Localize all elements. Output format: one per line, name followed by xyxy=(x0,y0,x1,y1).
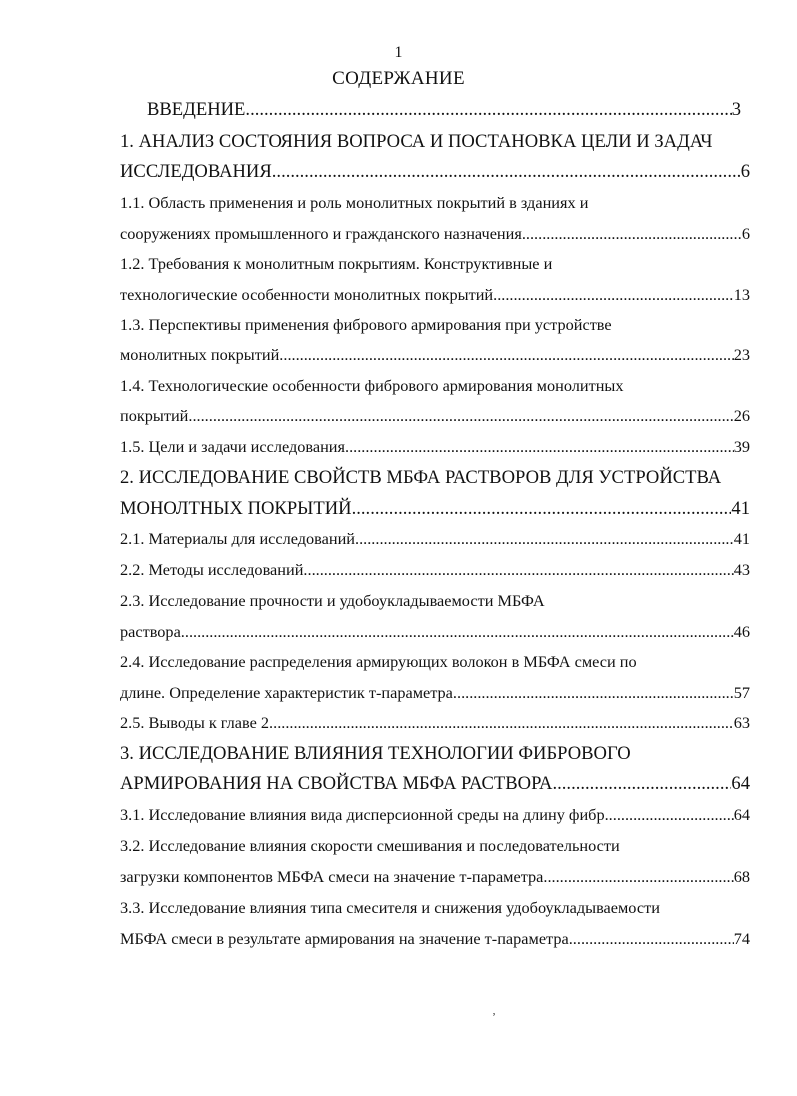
toc-entry-page: 23 xyxy=(733,345,750,364)
toc-entry-text: 3. ИССЛЕДОВАНИЕ ВЛИЯНИЯ ТЕХНОЛОГИИ ФИБРОВОГО xyxy=(120,743,631,764)
toc-leader-dots xyxy=(352,497,732,521)
toc-leader-dots xyxy=(303,558,733,582)
toc-entry-text: 2.5. Выводы к главе 2 xyxy=(120,713,270,732)
toc-section-2-3-cont xyxy=(120,620,750,644)
page-number: 1 xyxy=(394,44,403,61)
toc-section-1-4-cont xyxy=(120,404,750,428)
toc-entry-page: 64 xyxy=(731,773,750,794)
toc-leader-dots xyxy=(453,681,734,705)
toc-entry-text: длине. Определение характеристик т-параметра xyxy=(120,683,453,702)
toc-leader-dots xyxy=(188,404,733,428)
toc-entry-intro xyxy=(147,98,741,122)
toc-section-3-1 xyxy=(120,803,750,827)
toc-entry-text: 2.4. Исследование распределения армирующих волокон в МБФА смеси по xyxy=(120,652,637,671)
toc-entry-text: 1. АНАЛИЗ СОСТОЯНИЯ ВОПРОСА И ПОСТАНОВКА ЦЕЛИ И ЗАДАЧ xyxy=(120,131,713,152)
toc-section-1-3-cont xyxy=(120,343,750,367)
toc-entry-text: раствора xyxy=(120,622,181,641)
toc-section-3-3 xyxy=(120,896,750,920)
toc-entry-text: 2.1. Материалы для исследований xyxy=(120,529,356,548)
toc-leader-dots xyxy=(355,527,734,551)
toc-section-2-2 xyxy=(120,558,750,582)
toc-entry-text: 3.1. Исследование влияния вида дисперсионной среды на длину фибр xyxy=(120,805,605,824)
toc-entry-page: 39 xyxy=(733,437,750,456)
toc-title: СОДЕРЖАНИЕ xyxy=(332,68,465,89)
toc-section-3-2 xyxy=(120,834,750,858)
toc-leader-dots xyxy=(245,98,731,122)
toc-entry-text: МОНОЛТНЫХ ПОКРЫТИЙ xyxy=(120,498,352,519)
toc-entry-text: технологические особенности монолитных покрытий xyxy=(120,285,494,304)
toc-leader-dots xyxy=(181,620,734,644)
toc-entry-text: 3.3. Исследование влияния типа смесителя и снижения удобоукладываемости xyxy=(120,898,660,917)
toc-entry-text: МБФА смеси в результате армирования на значение т-параметра xyxy=(120,929,569,948)
toc-entry-text: монолитных покрытий xyxy=(120,345,280,364)
scan-mark: ‚ xyxy=(492,1003,496,1017)
toc-leader-dots xyxy=(345,435,734,459)
toc-section-1-4 xyxy=(120,374,750,398)
toc-section-2-5 xyxy=(120,711,750,735)
toc-section-1-3 xyxy=(120,313,750,337)
toc-section-2-4-cont xyxy=(120,681,750,705)
toc-section-2-1 xyxy=(120,527,750,551)
toc-entry-text: АРМИРОВАНИЯ НА СВОЙСТВА МБФА РАСТВОРА xyxy=(120,773,553,794)
toc-leader-dots xyxy=(522,222,742,246)
toc-entry-text: 1.4. Технологические особенности фибрового армирования монолитных xyxy=(120,376,624,395)
toc-section-3-3-cont xyxy=(120,927,750,951)
toc-chapter-3 xyxy=(120,742,750,766)
toc-entry-text: 1.2. Требования к монолитным покрытиям. Конструктивные и xyxy=(120,254,553,273)
toc-entry-page: 3 xyxy=(731,99,741,120)
toc-leader-dots xyxy=(569,927,734,951)
toc-section-2-3 xyxy=(120,589,750,613)
toc-entry-page: 68 xyxy=(733,867,750,886)
toc-leader-dots xyxy=(279,343,733,367)
toc-leader-dots xyxy=(605,803,734,827)
toc-section-2-4 xyxy=(120,650,750,674)
toc-section-1-2-cont xyxy=(120,283,750,307)
toc-leader-dots xyxy=(269,711,734,735)
toc-leader-dots xyxy=(552,772,731,796)
toc-section-1-1 xyxy=(120,191,750,215)
toc-entry-page: 74 xyxy=(733,929,750,948)
toc-section-3-2-cont xyxy=(120,865,750,889)
toc-entry-text: 3.2. Исследование влияния скорости смешивания и последовательности xyxy=(120,836,620,855)
toc-entry-page: 43 xyxy=(733,560,750,579)
toc-leader-dots xyxy=(543,865,733,889)
toc-entry-text: ИССЛЕДОВАНИЯ xyxy=(120,161,272,182)
toc-entry-text: ВВЕДЕНИЕ xyxy=(147,99,246,120)
toc-entry-page: 26 xyxy=(733,406,750,425)
toc-entry-page: 6 xyxy=(740,161,750,182)
toc-entry-text: 2.3. Исследование прочности и удобоукладываемости МБФА xyxy=(120,591,545,610)
toc-entry-text: 1.5. Цели и задачи исследования xyxy=(120,437,345,456)
toc-chapter-2 xyxy=(120,466,750,490)
toc-section-1-2 xyxy=(120,252,750,276)
toc-section-1-1-cont xyxy=(120,222,750,246)
toc-section-1-5 xyxy=(120,435,750,459)
toc-leader-dots xyxy=(493,283,734,307)
toc-entry-page: 63 xyxy=(733,713,750,732)
toc-entry-page: 13 xyxy=(733,285,750,304)
toc-entry-text: 1.3. Перспективы применения фибрового армирования при устройстве xyxy=(120,315,612,334)
toc-chapter-3-cont xyxy=(120,772,750,796)
toc-entry-text: 1.1. Область применения и роль монолитных покрытий в зданиях и xyxy=(120,193,589,212)
toc-entry-page: 64 xyxy=(733,805,750,824)
toc-entry-text: загрузки компонентов МБФА смеси на значение т-параметра xyxy=(120,867,544,886)
toc-chapter-1-cont xyxy=(120,160,750,184)
toc-entry-page: 41 xyxy=(733,529,750,548)
toc-entry-text: покрытий xyxy=(120,406,189,425)
toc-entry-text: 2.2. Методы исследований xyxy=(120,560,304,579)
toc-entry-text: 2. ИССЛЕДОВАНИЕ СВОЙСТВ МБФА РАСТВОРОВ ДЛЯ УСТРОЙСТВА xyxy=(120,467,722,488)
toc-entry-page: 46 xyxy=(733,622,750,641)
toc-leader-dots xyxy=(272,160,741,184)
toc-entry-page: 6 xyxy=(741,224,750,243)
toc-chapter-1 xyxy=(120,130,750,154)
toc-entry-page: 57 xyxy=(733,683,750,702)
toc-chapter-2-cont xyxy=(120,497,750,521)
toc-entry-text: сооружениях промышленного и гражданского назначения xyxy=(120,224,522,243)
toc-entry-page: 41 xyxy=(731,498,750,519)
